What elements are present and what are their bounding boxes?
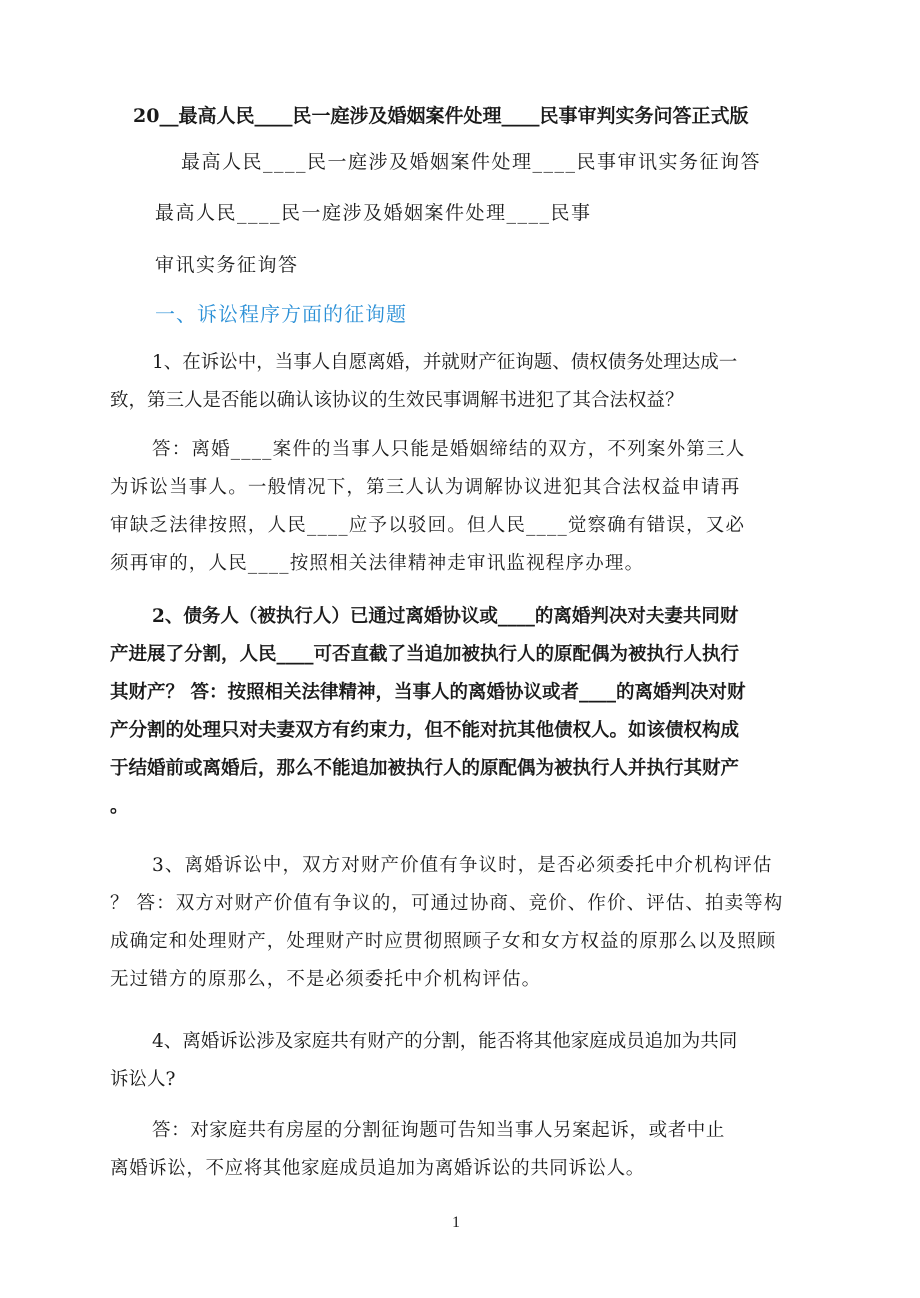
paragraph-line: 无过错方的原那么，不是必须委托中介机构评估。 xyxy=(110,969,542,990)
section-heading: 一、诉讼程序方面的征询题 xyxy=(155,302,407,326)
question-2 xyxy=(110,598,810,826)
paragraph-line: 其财产？ 答：按照相关法律精神，当事人的离婚协议或者____的离婚判决对财 xyxy=(110,682,746,703)
question-1 xyxy=(110,344,810,420)
heading-line-2: 审讯实务征询答 xyxy=(155,254,299,276)
paragraph-line: 答：离婚____案件的当事人只能是婚姻缔结的双方，不列案外第三人 xyxy=(152,439,746,460)
question-4 xyxy=(110,1023,810,1099)
paragraph-line: 产分割的处理只对夫妻双方有约束力，但不能对抗其他债权人。如该债权构成 xyxy=(110,720,740,741)
paragraph-line: 答：对家庭共有房屋的分割征询题可告知当事人另案起诉，或者中止 xyxy=(152,1120,726,1141)
document-subtitle: 最高人民____民一庭涉及婚姻案件处理____民事审讯实务征询答 xyxy=(181,151,762,173)
paragraph-line: 3、离婚诉讼中，双方对财产价值有争议时，是否必须委托中介机构评估 xyxy=(152,855,773,876)
document-title: 20__最高人民____民一庭涉及婚姻案件处理____民事审判实务问答正式版 xyxy=(133,105,749,127)
paragraph-line: 审缺乏法律按照，人民____应予以驳回。但人民____觉察确有错误，又必 xyxy=(110,515,746,536)
paragraph-line: 2、债务人（被执行人）已通过离婚协议或____的离婚判决对夫妻共同财 xyxy=(152,606,739,627)
paragraph-line: 须再审的，人民____按照相关法律精神走审讯监视程序办理。 xyxy=(110,553,645,574)
paragraph-line: 离婚诉讼，不应将其他家庭成员追加为离婚诉讼的共同诉讼人。 xyxy=(110,1158,645,1179)
answer-1 xyxy=(110,431,810,583)
answer-4 xyxy=(110,1112,810,1188)
paragraph-line: 为诉讼当事人。一般情况下，第三人认为调解协议进犯其合法权益申请再 xyxy=(110,477,741,498)
paragraph-line: 。 xyxy=(110,796,129,817)
paragraph-line: 致，第三人是否能以确认该协议的生效民事调解书进犯了其合法权益？ xyxy=(110,390,684,411)
heading-line-1: 最高人民____民一庭涉及婚姻案件处理____民事 xyxy=(155,202,592,224)
paragraph-line: 1、在诉讼中，当事人自愿离婚，并就财产征询题、债权债务处理达成一 xyxy=(152,352,738,373)
question-3 xyxy=(110,847,810,999)
paragraph-line: ？ 答：双方对财产价值有争议的，可通过协商、竞价、作价、评估、拍卖等构 xyxy=(110,893,784,914)
paragraph-line: 产进展了分割，人民____可否直截了当追加被执行人的原配偶为被执行人执行 xyxy=(110,644,740,665)
paragraph-line: 4、离婚诉讼涉及家庭共有财产的分割，能否将其他家庭成员追加为共同 xyxy=(152,1031,738,1052)
paragraph-line: 于结婚前或离婚后，那么不能追加被执行人的原配偶为被执行人并执行其财产 xyxy=(110,758,740,779)
paragraph-line: 诉讼人? xyxy=(110,1069,176,1090)
paragraph-line: 成确定和处理财产，处理财产时应贯彻照顾子女和女方权益的原那么以及照顾 xyxy=(110,931,777,952)
page-number: 1 xyxy=(452,1214,460,1231)
